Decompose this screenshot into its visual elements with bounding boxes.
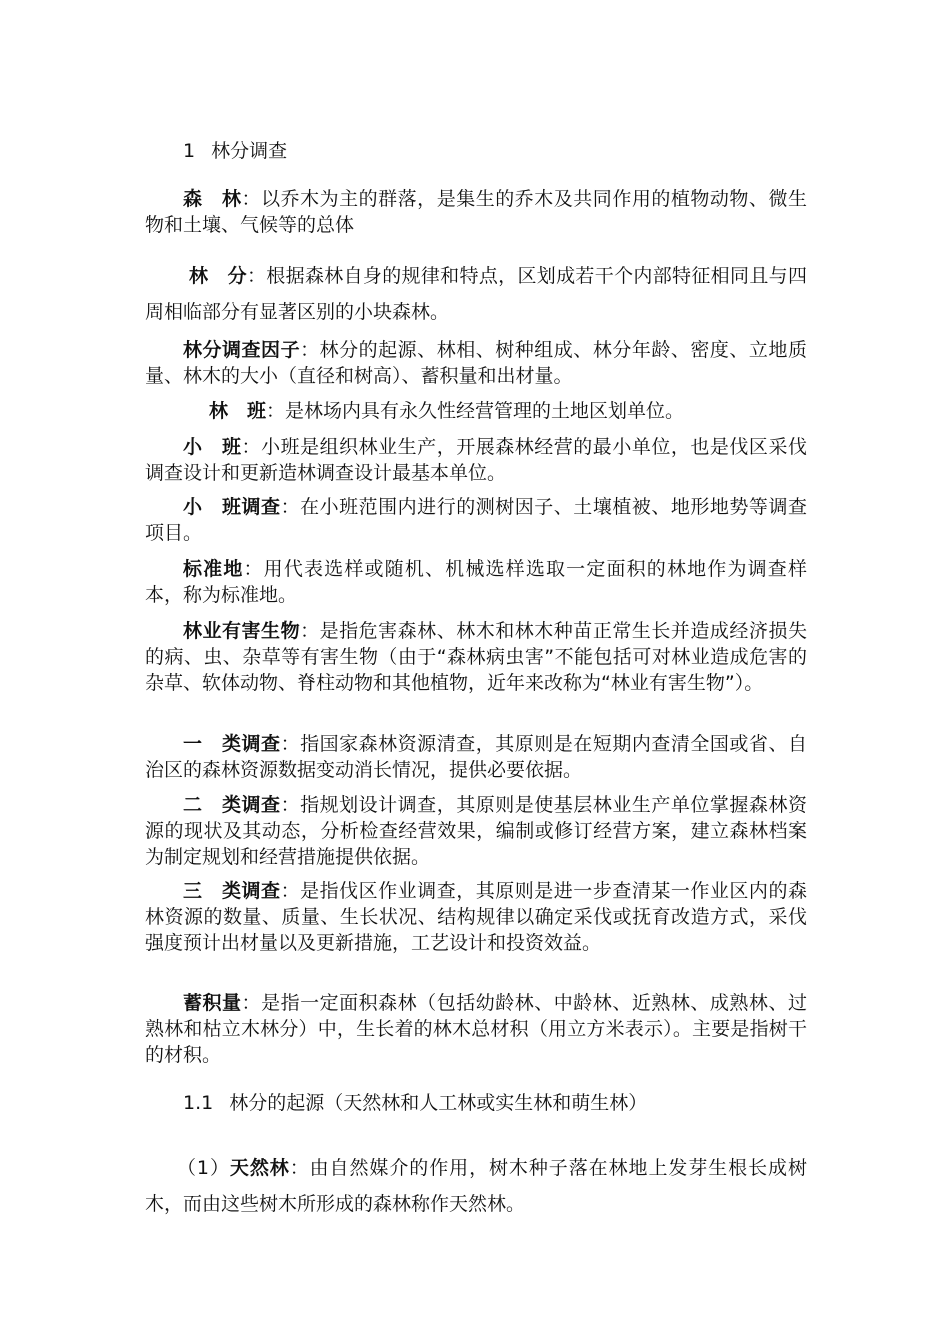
definition-text: 是林场内具有永久性经营管理的土地区划单位。 — [285, 400, 685, 422]
definition-text: 用代表选样或随机、机械选样选取一定面积的林地作为调查样本，称为标准地。 — [145, 558, 807, 606]
item-natural-forest: （1）天然林：由自然媒介的作用，树木种子落在林地上发芽生根长成树木，而由这些树木所形成的森林称作天然林。 — [145, 1157, 807, 1215]
definition-term: 小 班 — [183, 436, 242, 458]
definition-term: 蓄积量 — [183, 992, 242, 1014]
section-title: 林分调查 — [211, 140, 288, 162]
definition-text: 指规划设计调查，其原则是使基层林业生产单位掌握森林资源的现状及其动态，分析检查经营效果，编制或修订经营方案，建立森林档案为制定规划和经营措施提供依据。 — [145, 794, 807, 868]
section-heading-1-1 — [183, 1090, 647, 1116]
definition-sample-plot: 标准地：用代表选样或随机、机械选样选取一定面积的林地作为调查样本，称为标准地。 — [145, 558, 807, 606]
definition-growing-stock: 蓄积量：是指一定面积森林（包括幼龄林、中龄林、近熟林、成熟林、过熟林和枯立木林分）中，生长着的林木总材积（用立方米表示）。主要是指树干的材积。 — [145, 992, 807, 1066]
definition-term: 三 类调查 — [183, 880, 281, 902]
definition-term: 二 类调查 — [183, 794, 281, 816]
section-number: 1.1 — [183, 1092, 214, 1114]
definition-text: 在小班范围内进行的测树因子、土壤植被、地形地势等调查项目。 — [145, 496, 807, 544]
definition-text: 林分的起源、林相、树种组成、林分年龄、密度、立地质量、林木的大小（直径和树高）、蓄积量和出材量。 — [145, 339, 807, 387]
definition-text: 由自然媒介的作用，树木种子落在林地上发芽生根长成树木，而由这些树木所形成的森林称作天然林。 — [145, 1157, 807, 1215]
definition-forest-pests: 林业有害生物：是指危害森林、林木和林木种苗正常生长并造成经济损失的病、虫、杂草等有害生物（由于“森林病虫害”不能包括可对林业造成危害的杂草、软体动物、脊柱动物和其他植物，近年来改称为“林业有害生物”）。 — [145, 620, 807, 694]
definition-text: 根据森林自身的规律和特点，区划成若干个内部特征相同且与四周相临部分有显著区别的小块森林。 — [145, 265, 807, 323]
definition-text: 指国家森林资源清查，其原则是在短期内查清全国或省、自治区的森林资源数据变动消长情况，提供必要依据。 — [145, 733, 807, 781]
definition-forest: 森 林：以乔木为主的群落，是集生的乔木及共同作用的植物动物、微生物和土壤、气候等的总体 — [145, 188, 807, 236]
definition-text: 是指危害森林、林木和林木种苗正常生长并造成经济损失的病、虫、杂草等有害生物（由于“森林病虫害”不能包括可对林业造成危害的杂草、软体动物、脊柱动物和其他植物，近年来改称为“林业有害生物”）。 — [145, 620, 807, 694]
definition-subcompartment: 小 班：小班是组织林业生产，开展森林经营的最小单位，也是伐区采伐调查设计和更新造林调查设计最基本单位。 — [145, 436, 807, 484]
definition-subcompartment-survey: 小 班调查：在小班范围内进行的测树因子、土壤植被、地形地势等调查项目。 — [145, 496, 807, 544]
definition-term: 森 林 — [183, 188, 242, 210]
definition-term: 林分调查因子 — [183, 339, 301, 361]
definition-compartment: 林 班：是林场内具有永久性经营管理的土地区划单位。 — [209, 400, 685, 422]
definition-term: 小 班调查 — [183, 496, 281, 518]
definition-stand-factors: 林分调查因子：林分的起源、林相、树种组成、林分年龄、密度、立地质量、林木的大小（直径和树高）、蓄积量和出材量。 — [145, 339, 807, 387]
definition-term: 一 类调查 — [183, 733, 281, 755]
definition-term: 天然林 — [229, 1157, 290, 1179]
section-number: 1 — [183, 140, 196, 162]
definition-text: 小班是组织林业生产，开展森林经营的最小单位，也是伐区采伐调查设计和更新造林调查设计最基本单位。 — [145, 436, 807, 484]
definition-class-three-survey: 三 类调查：是指伐区作业调查，其原则是进一步查清某一作业区内的森林资源的数量、质量、生长状况、结构规律以确定采伐或抚育改造方式，采伐强度预计出材量以及更新措施，工艺设计和投资效益。 — [145, 880, 807, 954]
definition-stand: 林 分：根据森林自身的规律和特点，区划成若干个内部特征相同且与四周相临部分有显著区别的小块森林。 — [145, 265, 807, 323]
definition-text: 是指一定面积森林（包括幼龄林、中龄林、近熟林、成熟林、过熟林和枯立木林分）中，生长着的林木总材积（用立方米表示）。主要是指树干的材积。 — [145, 992, 807, 1066]
definition-text: 以乔木为主的群落，是集生的乔木及共同作用的植物动物、微生物和土壤、气候等的总体 — [145, 188, 807, 236]
definition-term: 林 班 — [209, 400, 267, 422]
definition-term: 标准地 — [183, 558, 244, 580]
definition-class-two-survey: 二 类调查：指规划设计调查，其原则是使基层林业生产单位掌握森林资源的现状及其动态，分析检查经营效果，编制或修订经营方案，建立森林档案为制定规划和经营措施提供依据。 — [145, 794, 807, 868]
definition-term: 林业有害生物 — [183, 620, 301, 642]
section-title: 林分的起源（天然林和人工林或实生林和萌生林） — [229, 1092, 648, 1114]
definition-text: 是指伐区作业调查，其原则是进一步查清某一作业区内的森林资源的数量、质量、生长状况、结构规律以确定采伐或抚育改造方式，采伐强度预计出材量以及更新措施，工艺设计和投资效益。 — [145, 880, 807, 954]
section-heading-1 — [183, 138, 287, 164]
definition-class-one-survey: 一 类调查：指国家森林资源清查，其原则是在短期内查清全国或省、自治区的森林资源数据变动消长情况，提供必要依据。 — [145, 733, 807, 781]
item-prefix: （1） — [177, 1157, 230, 1179]
definition-term: 林 分 — [189, 265, 247, 287]
